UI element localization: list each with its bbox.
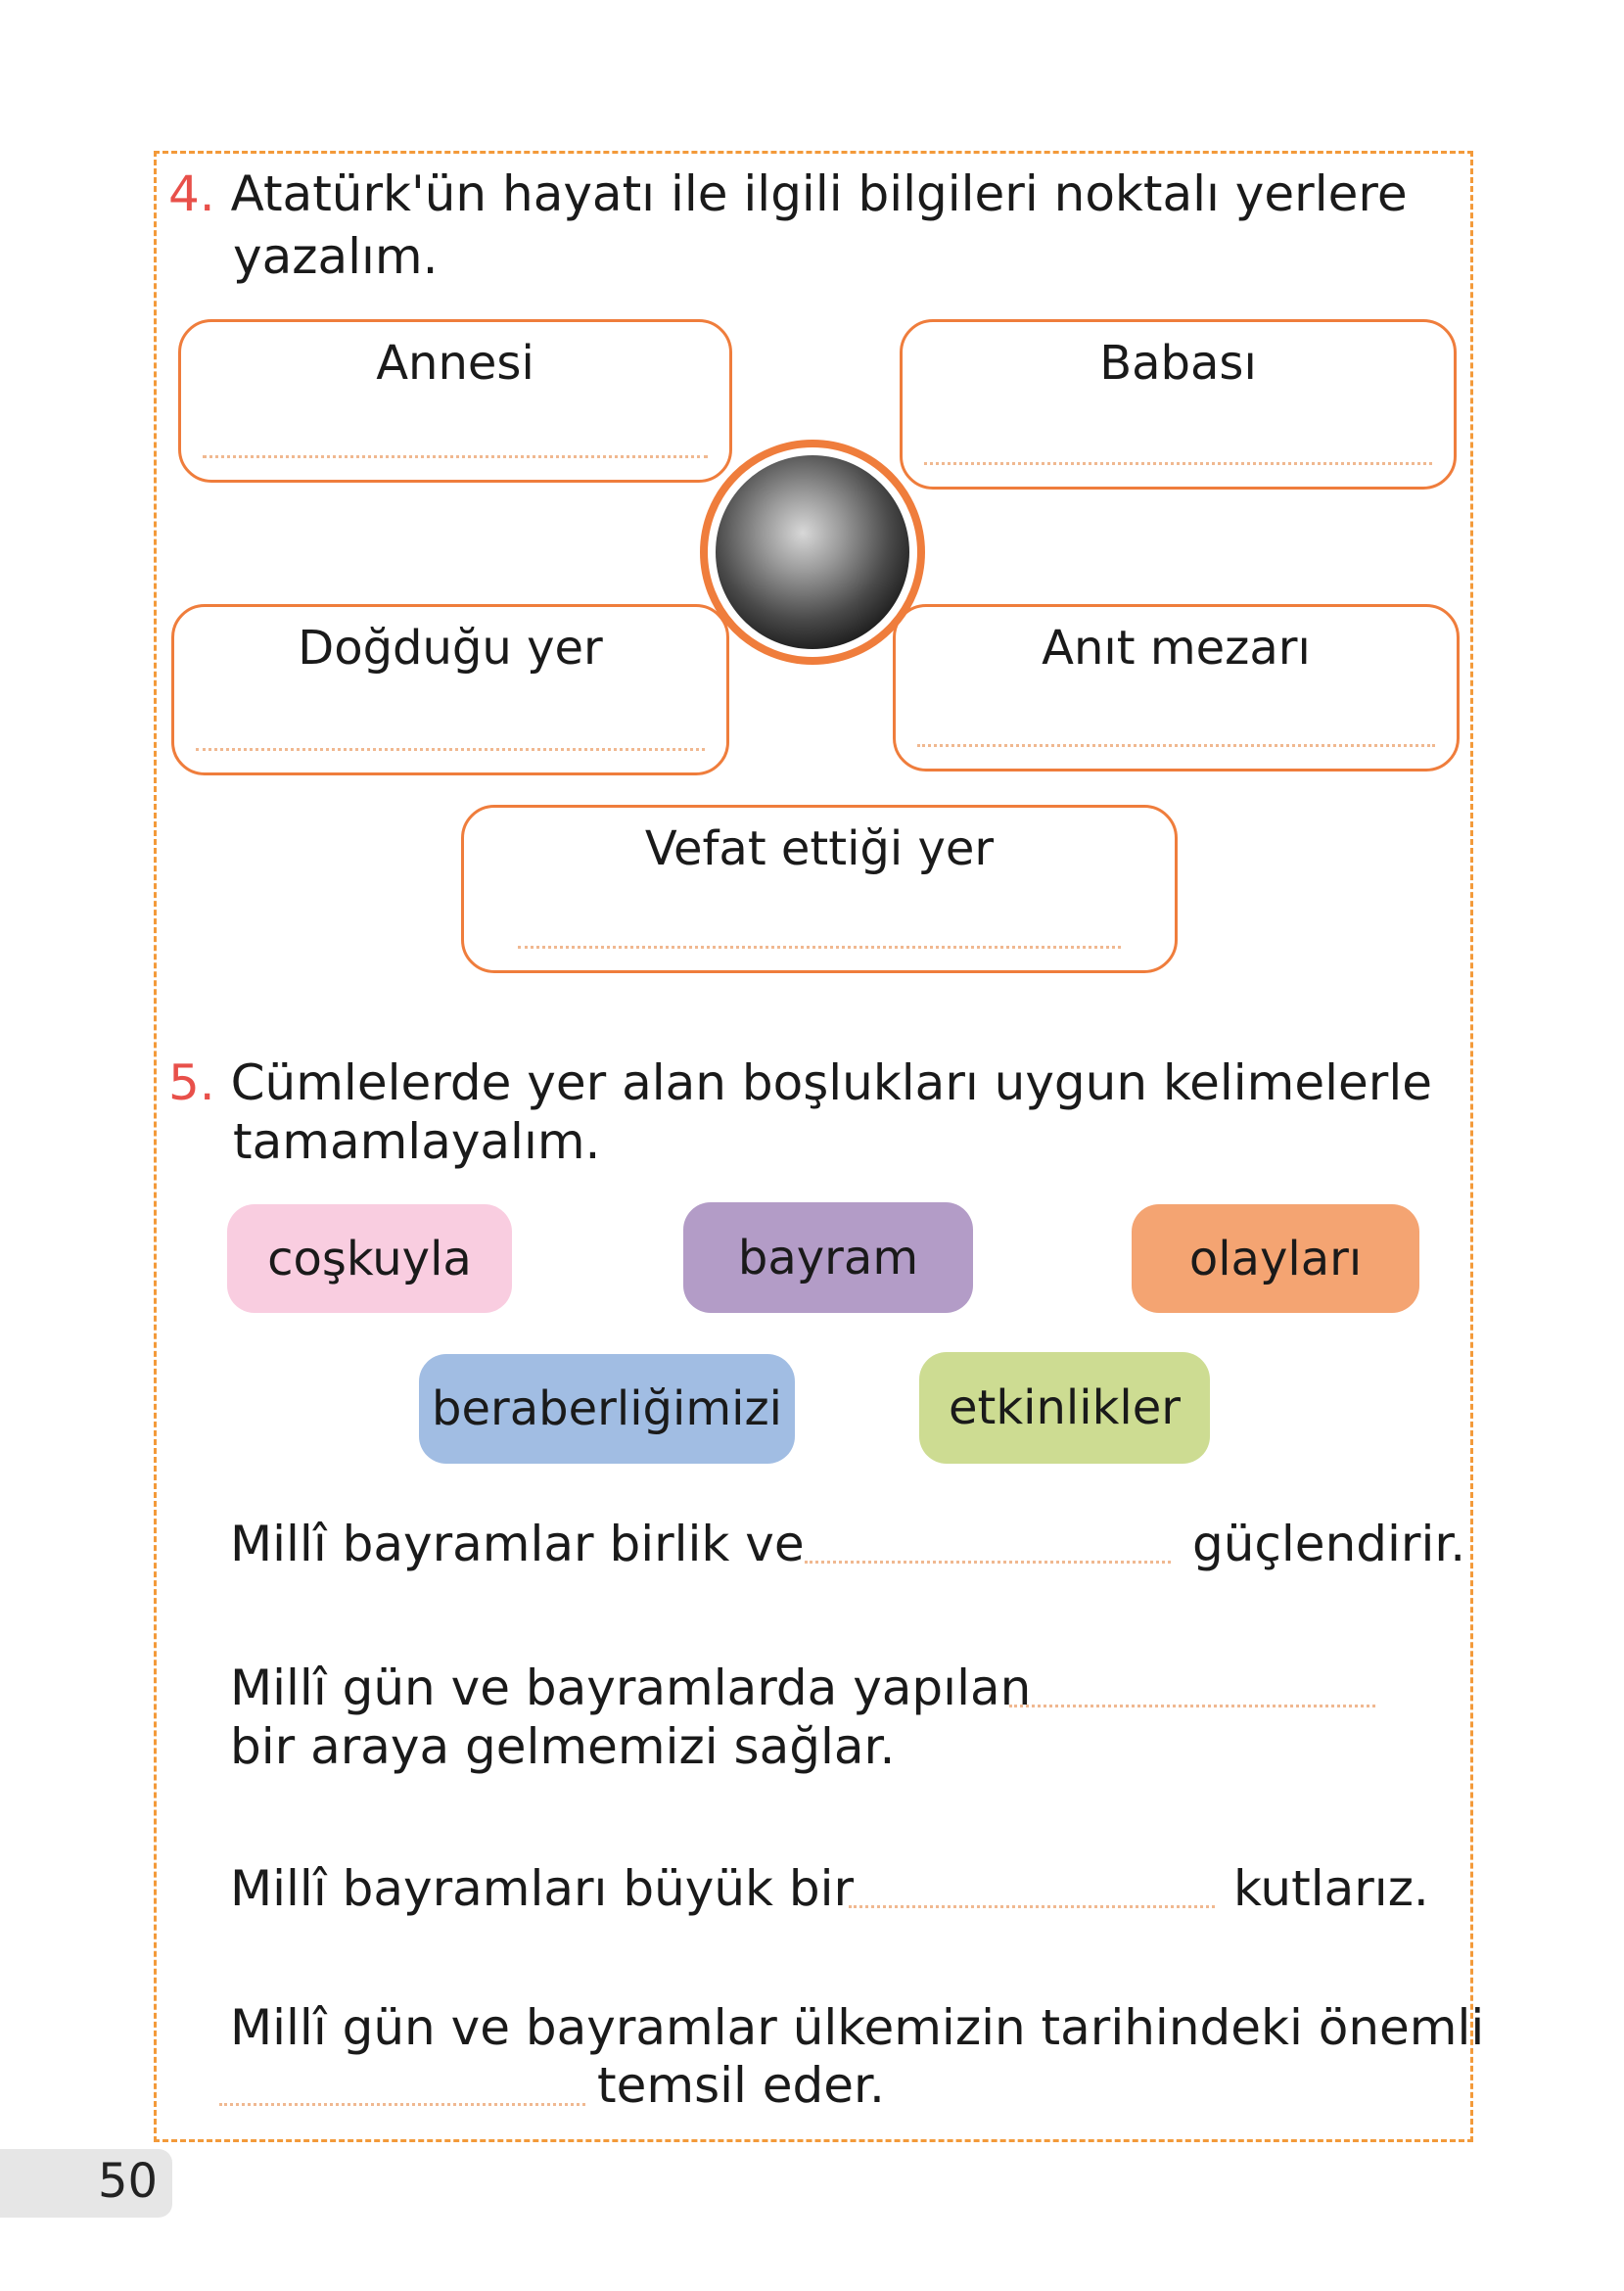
q4-number: 4. <box>168 165 215 222</box>
sentence-2-blank[interactable] <box>1009 1705 1375 1707</box>
father-label: Babası <box>1099 336 1257 391</box>
birthplace-label: Doğduğu yer <box>298 621 603 676</box>
sentence-4-blank[interactable] <box>219 2103 585 2106</box>
sentence-3-blank[interactable] <box>849 1905 1215 1908</box>
mother-box[interactable] <box>178 319 732 483</box>
ataturk-portrait <box>700 440 925 665</box>
deathplace-box[interactable] <box>461 805 1178 973</box>
q5-heading <box>168 1053 1432 1112</box>
q4-line1: Atatürk'ün hayatı ile ilgili bilgileri noktalı yerlere <box>230 165 1408 222</box>
sentence-1-end: güçlendirir. <box>1192 1516 1466 1572</box>
sentence-4-start: Millî gün ve bayramlar ülkemizin tarihindeki önemli <box>230 1999 1485 2056</box>
word-chip-etkinlikler[interactable]: etkinlikler <box>919 1352 1210 1464</box>
mausoleum-label: Anıt mezarı <box>1042 621 1311 676</box>
sentence-1-start: Millî bayramlar birlik ve <box>230 1516 805 1572</box>
mother-label: Annesi <box>376 336 534 391</box>
q4-heading <box>168 164 1408 223</box>
word-chip-beraberligimizi[interactable]: beraberliğimizi <box>419 1354 795 1464</box>
deathplace-answer-line[interactable] <box>518 946 1121 949</box>
mother-answer-line[interactable] <box>203 455 708 458</box>
word-chip-bayram[interactable]: bayram <box>683 1202 973 1313</box>
sentence-1-blank[interactable] <box>805 1561 1171 1564</box>
sentence-3-start: Millî bayramları büyük bir <box>230 1860 855 1917</box>
deathplace-label: Vefat ettiği yer <box>644 821 995 876</box>
sentence-2-start: Millî gün ve bayramlarda yapılan <box>230 1660 1032 1716</box>
q5-number: 5. <box>168 1054 215 1111</box>
father-box[interactable] <box>900 319 1457 490</box>
q5-line1: Cümlelerde yer alan boşlukları uygun kelimelerle <box>230 1054 1432 1111</box>
sentence-4-end: temsil eder. <box>597 2057 885 2114</box>
page-number: 50 <box>98 2154 159 2209</box>
q4-line2: yazalım. <box>233 228 439 285</box>
word-chip-olaylari[interactable]: olayları <box>1132 1204 1419 1313</box>
mausoleum-box[interactable] <box>893 604 1460 771</box>
mausoleum-answer-line[interactable] <box>917 744 1435 747</box>
sentence-3-end: kutlarız. <box>1233 1860 1429 1917</box>
birthplace-box[interactable] <box>171 604 729 775</box>
sentence-2-end: bir araya gelmemizi sağlar. <box>230 1718 896 1775</box>
birthplace-answer-line[interactable] <box>196 748 705 751</box>
father-answer-line[interactable] <box>924 462 1432 465</box>
q5-line2: tamamlayalım. <box>233 1113 601 1170</box>
word-chip-coskuyla[interactable]: coşkuyla <box>227 1204 512 1313</box>
